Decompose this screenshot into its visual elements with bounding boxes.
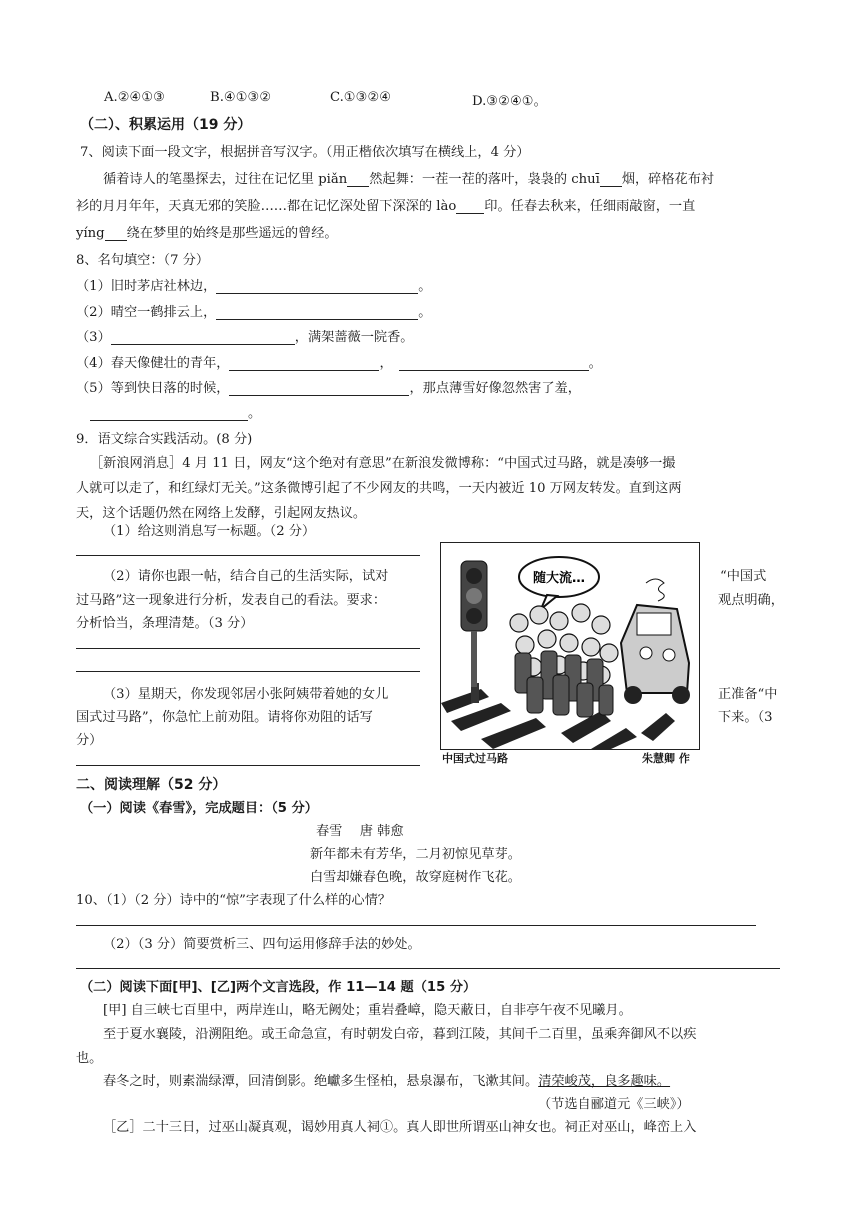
q9-sub2-line3: 分析恰当，条理清楚。（3 分） xyxy=(76,616,254,631)
jia-para3: 春冬之时，则素湍绿潭，回清倒影。绝巘多生怪柏，悬泉瀑布，飞漱其间。清荣峻茂，良多趣味。 xyxy=(103,1074,671,1089)
answer-line[interactable] xyxy=(76,671,420,672)
q9-sub3-line2-right: 下来。（3 xyxy=(718,710,773,725)
traffic-light-icon xyxy=(461,561,487,703)
option-c: C.①③②④ xyxy=(330,90,392,105)
q10-part2: （2）（3 分）简要赏析三、四句运用修辞手法的妙处。 xyxy=(103,937,421,952)
q9-sub2-line1-right: “中国式 xyxy=(720,569,767,584)
answer-blank[interactable] xyxy=(229,381,409,396)
poem-line1: 新年都未有芳华，二月初惊见草芽。 xyxy=(310,847,521,862)
q8-item5: （5）等到快日落的时候， ，那点薄雪好像忽然害了羞， xyxy=(76,381,581,396)
q9-sub3-line3: 分） xyxy=(76,733,103,748)
blank[interactable] xyxy=(105,226,127,241)
answer-blank[interactable] xyxy=(229,356,379,371)
q10-part1: 10、（1）（2 分）诗中的“惊”字表现了什么样的心情？ xyxy=(76,893,391,908)
q7-line2: 衫的月月年年，天真无邪的笑脸……都在记忆深处留下深深的 lào 印。任春去秋来，任细雨敲窗，一直 xyxy=(76,199,696,214)
blank[interactable] xyxy=(456,199,484,214)
poem-title: 春雪 唐 韩愈 xyxy=(316,824,404,839)
option-d: D.③②④①。 xyxy=(472,94,547,109)
answer-line[interactable] xyxy=(76,968,780,969)
answer-line[interactable] xyxy=(76,648,420,649)
option-b: B.④①③② xyxy=(210,90,272,105)
q8-item5-cont: 。 xyxy=(90,402,261,421)
jia-para2-line2: 也。 xyxy=(76,1051,103,1066)
q9-news-line2: 人就可以走了，和红绿灯无关。”这条微博引起了不少网友的共鸣，一天内被近 10 万网友转发。直到这两 xyxy=(76,481,682,496)
q9-sub2-line1: （2）请你也跟一帖，结合自己的生活实际，试对 xyxy=(103,569,389,584)
option-a: A.②④①③ xyxy=(104,90,166,105)
blank[interactable] xyxy=(347,172,369,187)
q8-item2: （2）晴空一鹤排云上， 。 xyxy=(76,305,432,320)
answer-blank[interactable] xyxy=(90,406,248,421)
cartoon-caption-title: 中国式过马路 xyxy=(442,752,508,765)
q9-news-line3: 天，这个话题仍然在网络上发酵，引起网友热议。 xyxy=(76,506,367,521)
q9-title: 9．语文综合实践活动。(8 分) xyxy=(76,432,253,447)
q9-news-line1: ［新浪网消息］4 月 11 日，网友“这个绝对有意思”在新浪发微博称：“中国式过马路，就是凑够一撮 xyxy=(90,456,676,471)
q8-title: 8、名句填空：（7 分） xyxy=(76,253,210,268)
part2-sub1-heading: （一）阅读《春雪》，完成题目：（5 分） xyxy=(80,801,318,816)
section-heading-accumulation: （二）、积累运用（19 分） xyxy=(80,117,252,133)
q9-sub2-line2: 过马路”这一现象进行分析，发表自己的看法。要求： xyxy=(76,593,387,608)
q8-item1: （1）旧时茅店社林边， 。 xyxy=(76,279,432,294)
jia-source: （节选自郦道元《三峡》） xyxy=(538,1097,690,1112)
q8-item3: （3） ，满架蔷薇一院香。 xyxy=(76,330,414,345)
jia-para1: [甲] 自三峡七百里中，两岸连山，略无阙处；重岩叠嶂，隐天蔽日，自非亭午夜不见曦月。 xyxy=(103,1003,632,1018)
bubble-text: 随大流… xyxy=(532,571,586,586)
cartoon-image xyxy=(440,542,700,750)
yi-para1: ［乙］二十三日，过巫山凝真观，谒妙用真人祠①。真人即世所谓巫山神女也。祠正对巫山，峰峦上入 xyxy=(103,1120,697,1135)
car-icon xyxy=(621,579,690,704)
answer-blank[interactable] xyxy=(399,356,589,371)
answer-line[interactable] xyxy=(76,925,756,926)
part2-sub2-heading: （二）阅读下面[甲]、[乙]两个文言选段，作 11—14 题（15 分） xyxy=(80,980,477,995)
blank[interactable] xyxy=(600,172,622,187)
poem-line2: 白雪却嫌春色晚，故穿庭树作飞花。 xyxy=(310,870,521,885)
part2-heading: 二、阅读理解（52 分） xyxy=(76,777,227,793)
q8-item4: （4）春天像健壮的青年， ， 。 xyxy=(76,356,602,371)
answer-line[interactable] xyxy=(76,555,420,556)
q7-line3: yíng 绕在梦里的始终是那些遥远的曾经。 xyxy=(76,226,338,241)
crosswalk-cartoon-illustration xyxy=(441,543,699,749)
q7-line1: 循着诗人的笔墨探去，过往在记忆里 piǎn 然起舞：一茬一茬的落叶，袅袅的 chuī 烟，碎格花布衬 xyxy=(103,172,715,187)
q9-sub3-line1: （3）星期天，你发现邻居小张阿姨带着她的女儿 xyxy=(103,687,389,702)
answer-line[interactable] xyxy=(76,765,420,766)
answer-blank[interactable] xyxy=(111,330,295,345)
jia-para2-line1: 至于夏水襄陵，沿溯阻绝。或王命急宣，有时朝发白帝，暮到江陵，其间千二百里，虽乘奔御风不以疾 xyxy=(103,1027,697,1042)
underlined-sentence: 清荣峻茂，良多趣味。 xyxy=(538,1074,671,1089)
q7-title: 7、阅读下面一段文字，根据拼音写汉字。（用正楷依次填写在横线上，4 分） xyxy=(80,145,530,160)
q9-sub3-line1-right: 正准备“中 xyxy=(718,687,778,702)
answer-blank[interactable] xyxy=(216,279,418,294)
q9-sub2-line2-right: 观点明确， xyxy=(718,593,784,608)
q9-sub1: （1）给这则消息写一标题。（2 分） xyxy=(103,524,316,539)
q9-sub3-line2: 国式过马路”，你急忙上前劝阻。请将你劝阻的话写 xyxy=(76,710,373,725)
answer-blank[interactable] xyxy=(216,305,418,320)
cartoon-caption-author: 朱慧卿 作 xyxy=(642,752,690,765)
